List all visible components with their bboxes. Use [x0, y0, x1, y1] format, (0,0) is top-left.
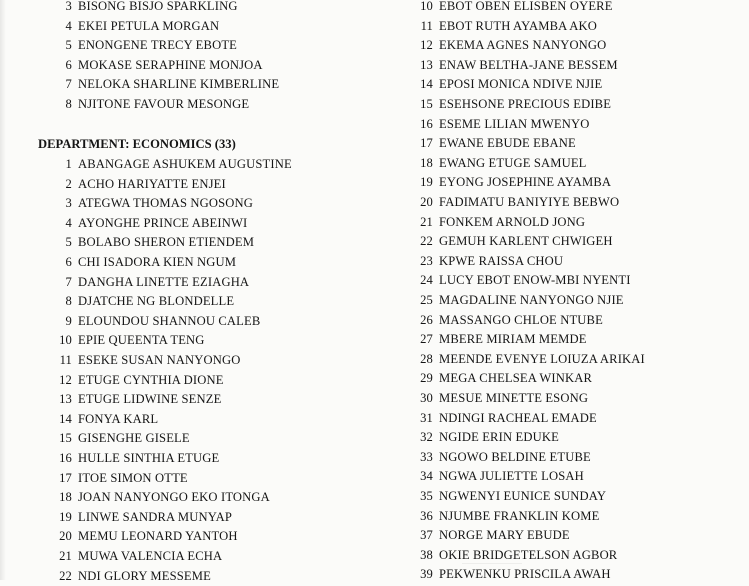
list-item-name: ETUGE CYNTHIA DIONE — [78, 372, 224, 387]
list-item — [0, 155, 292, 175]
list-item — [0, 547, 222, 567]
list-item-name: CHI ISADORA KIEN NGUM — [78, 255, 237, 269]
list-item-name: DJATCHE NG BLONDELLE — [78, 294, 235, 309]
list-item-name: ENONGENE TRECY EBOTE — [78, 38, 238, 53]
list-item-number: 34 — [420, 469, 433, 484]
list-item — [416, 330, 587, 350]
list-item-number: 28 — [420, 351, 433, 366]
list-item — [416, 17, 597, 37]
list-item-number: 29 — [420, 371, 433, 386]
list-item-name: BOLABO SHERON ETIENDEM — [78, 235, 255, 250]
list-item — [0, 273, 249, 293]
list-item-name: ESEHSONE PRECIOUS EDIBE — [439, 97, 612, 111]
list-item-number: 9 — [65, 313, 72, 328]
list-item — [416, 95, 611, 115]
list-item — [416, 0, 613, 17]
list-item-name: NGOWO BELDINE ETUBE — [439, 449, 591, 464]
list-item — [416, 193, 619, 213]
list-item-name: DANGHA LINETTE EZIAGHA — [78, 274, 250, 289]
list-item — [0, 17, 219, 37]
list-item-number: 19 — [420, 175, 433, 190]
list-item — [0, 331, 205, 351]
list-item — [0, 429, 190, 449]
list-item-name: MUWA VALENCIA ECHA — [78, 549, 223, 563]
list-item-number: 5 — [65, 38, 72, 53]
list-item — [0, 36, 237, 56]
list-item — [416, 487, 606, 507]
list-item — [0, 194, 253, 214]
list-item-name: LINWE SANDRA MUNYAP — [78, 509, 232, 524]
list-item-name: ATEGWA THOMAS NGOSONG — [78, 196, 254, 211]
list-item — [416, 252, 563, 272]
list-item-number: 35 — [420, 489, 433, 503]
list-item — [416, 134, 576, 154]
list-item-name: GISENGHE GISELE — [78, 431, 190, 446]
list-item-name: ELOUNDOU SHANNOU CALEB — [78, 313, 261, 328]
list-item-name: ESEME LILIAN MWENYO — [439, 116, 590, 131]
list-item-name: NGWA JULIETTE LOSAH — [439, 469, 584, 484]
list-item-name: LUCY EBOT ENOW-MBI NYENTI — [439, 273, 631, 288]
list-item-number: 16 — [420, 116, 433, 131]
list-item-number: 25 — [420, 293, 433, 307]
list-item-name: MASSANGO CHLOE NTUBE — [439, 312, 603, 327]
list-item-number: 11 — [59, 353, 72, 367]
list-item-number: 8 — [65, 97, 72, 111]
list-item-name: EWANG ETUGE SAMUEL — [439, 155, 587, 170]
list-item-name: EWANE EBUDE EBANE — [439, 136, 576, 151]
list-item — [0, 351, 241, 371]
list-item — [0, 371, 224, 391]
list-item-number: 36 — [420, 508, 433, 523]
list-item — [416, 291, 624, 311]
list-item — [416, 389, 588, 409]
list-item-number: 10 — [59, 333, 72, 348]
list-item — [0, 253, 236, 273]
list-item — [416, 467, 584, 487]
list-item-number: 21 — [59, 549, 72, 563]
list-item — [416, 565, 611, 585]
list-item-number: 22 — [420, 234, 433, 249]
list-item-name: EKEI PETULA MORGAN — [78, 18, 220, 33]
department-heading: DEPARTMENT: ECONOMICS (33) — [38, 137, 236, 151]
list-item-number: 20 — [420, 195, 433, 209]
list-item — [0, 469, 188, 489]
list-item — [416, 213, 585, 233]
list-item-name: KPWE RAISSA CHOU — [439, 253, 564, 268]
list-item — [416, 115, 589, 135]
list-item — [0, 233, 254, 253]
list-item — [0, 0, 238, 17]
list-item — [0, 95, 249, 115]
list-item-name: EKEMA AGNES NANYONGO — [439, 38, 607, 53]
list-item — [416, 428, 559, 448]
list-item-name: ESEKE SUSAN NANYONGO — [78, 353, 241, 367]
list-item — [0, 214, 247, 234]
list-item-number: 13 — [59, 392, 72, 407]
list-item — [0, 508, 232, 528]
list-item-number: 17 — [59, 470, 72, 485]
list-item — [416, 36, 606, 56]
list-item — [0, 175, 226, 195]
list-item-number: 22 — [59, 568, 72, 583]
list-item-number: 31 — [420, 410, 433, 425]
list-item-name: OKIE BRIDGETELSON AGBOR — [439, 547, 618, 562]
list-item-number: 33 — [420, 449, 433, 464]
list-item-number: 24 — [420, 273, 433, 288]
list-item-name: EYONG JOSEPHINE AYAMBA — [439, 175, 612, 190]
list-item-name: NGWENYI EUNICE SUNDAY — [439, 489, 607, 503]
list-item-number: 12 — [59, 372, 72, 387]
list-item-name: ACHO HARIYATTE ENJEI — [78, 176, 226, 191]
list-item-name: EBOT RUTH AYAMBA AKO — [439, 18, 598, 33]
list-item-name: NJITONE FAVOUR MESONGE — [78, 97, 250, 111]
list-item-name: ITOE SIMON OTTE — [78, 470, 188, 485]
list-item — [0, 312, 260, 332]
list-item-number: 7 — [65, 274, 72, 289]
list-item-number: 7 — [65, 77, 72, 92]
list-item — [416, 232, 613, 252]
list-item-number: 16 — [59, 451, 72, 465]
list-item — [416, 271, 631, 291]
list-item — [0, 390, 221, 410]
list-item-name: NGIDE ERIN EDUKE — [439, 430, 559, 445]
list-item-name: FONKEM ARNOLD JONG — [439, 214, 586, 229]
list-item-number: 15 — [420, 97, 433, 111]
list-item — [416, 350, 645, 370]
list-item-name: EPOSI MONICA NDIVE NJIE — [439, 77, 603, 92]
list-item-number: 12 — [420, 38, 433, 53]
list-item-name: NORGE MARY EBUDE — [439, 528, 570, 543]
list-item-number: 38 — [420, 547, 433, 562]
list-item-number: 26 — [420, 312, 433, 327]
list-item-name: EBOT OBEN ELISBEN OYERE — [439, 0, 613, 13]
list-item-number: 27 — [420, 332, 433, 347]
list-item — [416, 154, 587, 174]
list-item-name: FONYA KARL — [78, 411, 159, 426]
list-item-name: BISONG BISJO SPARKLING — [78, 0, 238, 13]
list-item-number: 10 — [420, 0, 433, 13]
list-item-number: 32 — [420, 430, 433, 445]
list-item-name: MESUE MINETTE ESONG — [439, 391, 589, 405]
list-item-number: 3 — [65, 0, 72, 13]
list-item-number: 39 — [420, 567, 433, 582]
list-item-name: MEGA CHELSEA WINKAR — [439, 371, 593, 386]
list-item-number: 14 — [59, 411, 72, 426]
list-item-number: 37 — [420, 528, 433, 543]
list-item-number: 18 — [59, 490, 72, 505]
list-item — [416, 526, 570, 546]
list-item-number: 15 — [59, 431, 72, 446]
list-item-number: 19 — [59, 509, 72, 524]
list-item-name: NDINGI RACHEAL EMADE — [439, 410, 597, 425]
list-item-name: ABANGAGE ASHUKEM AUGUSTINE — [78, 157, 292, 171]
list-item-number: 5 — [65, 235, 72, 250]
list-item-number: 30 — [420, 391, 433, 405]
list-item — [0, 75, 279, 95]
list-item — [0, 567, 211, 586]
list-item-number: 21 — [420, 214, 433, 229]
list-item-name: MEENDE EVENYE LOIUZA ARIKAI — [439, 351, 645, 366]
list-item-number: 8 — [65, 294, 72, 309]
list-item — [416, 173, 611, 193]
list-item-name: PEKWENKU PRISCILA AWAH — [439, 567, 611, 582]
list-item-number: 2 — [65, 176, 72, 191]
list-item-number: 4 — [65, 18, 72, 33]
list-item-number: 23 — [420, 253, 433, 268]
faint-scan-mark — [462, 545, 522, 564]
list-item-number: 6 — [65, 255, 72, 269]
list-item — [0, 527, 238, 547]
list-item — [0, 292, 234, 312]
list-item-number: 20 — [59, 529, 72, 544]
list-item — [416, 56, 618, 76]
list-item-name: HULLE SINTHIA ETUGE — [78, 451, 220, 465]
list-item-name: NELOKA SHARLINE KIMBERLINE — [78, 77, 280, 92]
list-item-name: NJUMBE FRANKLIN KOME — [439, 508, 600, 523]
list-item — [0, 449, 219, 469]
list-item — [0, 410, 158, 430]
list-item-number: 18 — [420, 155, 433, 170]
list-item-number: 1 — [65, 157, 72, 171]
list-item-number: 6 — [65, 57, 72, 72]
list-item — [416, 507, 599, 527]
list-item — [0, 56, 263, 76]
list-item — [416, 409, 597, 429]
list-item — [416, 311, 603, 331]
list-item-number: 4 — [65, 215, 72, 230]
list-item-name: ENAW BELTHA-JANE BESSEM — [439, 57, 618, 72]
list-item-number: 17 — [420, 136, 433, 151]
list-item-name: JOAN NANYONGO EKO ITONGA — [78, 490, 270, 505]
list-item-name: NDI GLORY MESSEME — [78, 568, 211, 583]
list-item-number: 3 — [65, 196, 72, 211]
list-item-number: 11 — [420, 18, 433, 33]
list-item — [0, 488, 270, 508]
list-item — [416, 75, 602, 95]
list-item-number: 14 — [420, 77, 433, 92]
list-item-name: MAGDALINE NANYONGO NJIE — [439, 293, 624, 307]
list-item — [416, 448, 591, 468]
list-item-name: ETUGE LIDWINE SENZE — [78, 392, 222, 407]
list-item-name: AYONGHE PRINCE ABEINWI — [78, 215, 248, 230]
list-item-name: GEMUH KARLENT CHWIGEH — [439, 234, 613, 249]
list-item-name: EPIE QUEENTA TENG — [78, 333, 205, 348]
list-item-number: 13 — [420, 57, 433, 72]
list-item-name: MOKASE SERAPHINE MONJOA — [78, 57, 263, 72]
list-item — [416, 369, 592, 389]
list-item-name: FADIMATU BANIYIYE BEBWO — [439, 195, 620, 209]
list-item-name: MEMU LEONARD YANTOH — [78, 529, 238, 544]
list-item-name: MBERE MIRIAM MEMDE — [439, 332, 587, 347]
